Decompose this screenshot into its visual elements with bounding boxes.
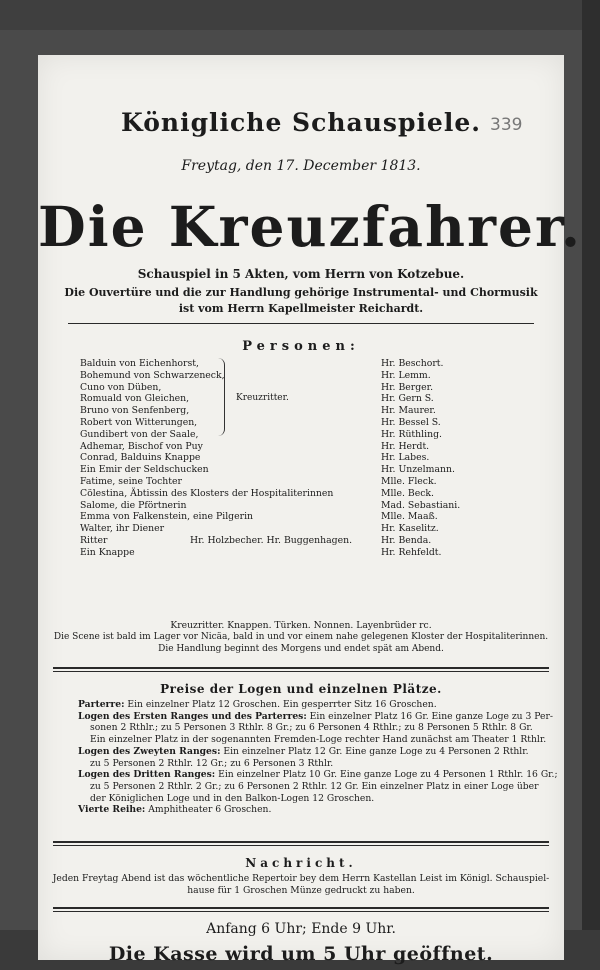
price-row (78, 758, 548, 770)
play-title: Die Kreuzfahrer. (38, 194, 583, 259)
box-office-opening: Die Kasse wird um 5 Uhr geöffnet. (108, 943, 494, 965)
cast-row (80, 452, 532, 464)
price-text: Ein einzelner Platz in der sogenannten Fremden-Loge rechter Hand zunächst am Theater 1 Rthlr. (90, 734, 547, 746)
price-category: Vierte Reihe: (78, 804, 146, 816)
scan-border-right (582, 0, 600, 970)
price-row (78, 781, 548, 793)
cast-row (80, 523, 532, 535)
role-name: Walter, ihr Diener (80, 523, 165, 535)
actor-name: Hr. Rehfeldt. (381, 546, 442, 558)
actor-name: Mlle. Fleck. (381, 475, 437, 487)
role-name: Gundibert von der Saale, (80, 428, 199, 440)
cast-row (80, 500, 532, 512)
price-category: Logen des Ersten Ranges und des Parterres: (78, 710, 307, 722)
divider (53, 667, 549, 669)
divider (53, 845, 549, 846)
price-text: zu 5 Personen 2 Rthlr. 12 Gr.; zu 6 Personen 3 Rthlr. (90, 757, 334, 769)
divider (53, 907, 549, 909)
price-text: Ein einzelner Platz 16 Gr. Eine ganze Loge zu 3 Per- (306, 710, 553, 722)
price-category: Logen des Dritten Ranges: (78, 769, 216, 781)
cast-row (80, 429, 532, 441)
cast-row (80, 476, 532, 488)
prices-list (78, 699, 558, 816)
show-times: Anfang 6 Uhr; Ende 9 Uhr. (206, 921, 396, 937)
role-name: Bruno von Senfenberg, (80, 405, 190, 417)
theatre-name: Königliche Schauspiele. (121, 108, 481, 137)
cast-row (80, 382, 532, 394)
actor-name: Hr. Kaselitz. (381, 523, 439, 535)
actor-name: Mlle. Beck. (381, 487, 435, 499)
cast-row (80, 358, 532, 370)
role-name: Salome, die Pförtnerin (80, 499, 187, 511)
cast-row (80, 488, 532, 500)
price-text: zu 5 Personen 2 Rthlr. 2 Gr.; zu 6 Personen 2 Rthlr. 12 Gr. Ein einzelner Platz in einer Loge über (90, 780, 539, 792)
price-text: der Königlichen Loge und in den Balkon-Logen 12 Groschen. (90, 792, 375, 804)
cast-row (80, 370, 532, 382)
scene-note-2: Die Handlung beginnt des Morgens und endet spät am Abend. (158, 644, 444, 654)
actor-name: Hr. Unzelmann. (381, 464, 455, 476)
scene-note-1: Die Scene ist bald im Lager vor Nicäa, bald in und vor einem nahe gelegenen Kloster der Hospitaliterinnen. (53, 632, 549, 642)
price-row (78, 699, 548, 711)
actor-name: Hr. Labes. (381, 452, 430, 464)
extras-line: Kreuzritter. Knappen. Türken. Nonnen. Layenbrüder rc. (170, 620, 432, 631)
cast-row (80, 417, 532, 429)
role-name: Romuald von Gleichen, (80, 393, 190, 405)
role-name: Emma von Falkenstein, eine Pilgerin (80, 511, 254, 523)
role-name: Bohemund von Schwarzeneck, (80, 369, 225, 381)
cast-row (80, 464, 532, 476)
cast-row (80, 511, 532, 523)
price-row (78, 746, 548, 758)
cast-row (80, 547, 532, 559)
price-row (78, 793, 548, 805)
extra-actors: Hr. Holzbecher. Hr. Buggenhagen. (190, 534, 353, 546)
price-text: Amphitheater 6 Groschen. (145, 804, 272, 816)
role-name: Adhemar, Bischof von Puy (80, 440, 203, 452)
price-row (78, 734, 548, 746)
actor-name: Hr. Berger. (381, 381, 434, 393)
price-row (78, 722, 548, 734)
price-category: Logen des Zweyten Ranges: (78, 745, 221, 757)
cast-list (80, 358, 532, 559)
kreuzritter-label: Kreuzritter. (236, 393, 289, 403)
actor-name: Hr. Beschort. (381, 358, 444, 369)
notice-line-2: hause für 1 Groschen Münze gedruckt zu haben. (187, 885, 415, 896)
playbill-sheet (38, 55, 583, 965)
performance-date: Freytag, den 17. December 1813. (181, 158, 421, 174)
cast-row (80, 405, 532, 417)
price-text: Ein einzelner Platz 12 Gr. Eine ganze Loge zu 4 Personen 2 Rthlr. (220, 745, 529, 757)
divider (53, 841, 549, 843)
role-name: Robert von Witterungen, (80, 416, 198, 428)
price-row (78, 769, 558, 781)
actor-name: Hr. Herdt. (381, 440, 430, 452)
divider (68, 323, 534, 324)
catalog-number: 339 (490, 115, 523, 135)
price-text: Ein einzelner Platz 10 Gr. Eine ganze Loge zu 4 Personen 1 Rthlr. 16 Gr.; (215, 769, 558, 781)
price-row (78, 710, 553, 723)
actor-name: Hr. Gern S. (381, 393, 434, 405)
actor-name: Hr. Benda. (381, 534, 432, 546)
role-name: Conrad, Balduins Knappe (80, 452, 201, 464)
notice-line-1: Jeden Freytag Abend ist das wöchentliche Repertoir bey dem Herrn Kastellan Leist im Königl. Schauspiel- (52, 873, 550, 884)
price-text: Ein einzelner Platz 12 Groschen. Ein gesperrter Sitz 16 Groschen. (124, 699, 437, 710)
cast-row (80, 393, 532, 405)
prices-heading: Preise der Logen und einzelnen Plätze. (160, 682, 442, 696)
actor-name: Mad. Sebastiani. (381, 499, 461, 511)
divider (53, 911, 549, 912)
price-row (78, 804, 548, 816)
cast-heading: Personen: (242, 339, 360, 354)
music-credit-line-1: Die Ouvertüre und die zur Handlung gehörige Instrumental- und Chormusik (64, 286, 538, 299)
actor-name: Mlle. Maaß. (381, 511, 438, 523)
price-text: sonen 2 Rthlr.; zu 5 Personen 3 Rthlr. 8 Gr.; zu 6 Personen 4 Rthlr.; zu 8 Personen 5 Rthlr. 8 Gr. (90, 722, 533, 734)
actor-name: Hr. Bessel S. (381, 416, 441, 428)
actor-name: Hr. Maurer. (381, 405, 436, 417)
role-name: Ein Emir der Seldschucken (80, 464, 209, 476)
actor-name: Hr. Rüthling. (381, 428, 442, 440)
price-category: Parterre: (78, 699, 125, 710)
role-name: Ein Knappe (80, 546, 135, 558)
divider (53, 671, 549, 672)
play-subtitle: Schauspiel in 5 Akten, vom Herrn von Kotzebue. (137, 267, 465, 281)
role-name: Balduin von Eichenhorst, (80, 358, 199, 369)
notice-heading: Nachricht. (245, 856, 357, 870)
role-name: Cuno von Düben, (80, 381, 162, 393)
music-credit-line-2: ist vom Herrn Kapellmeister Reichardt. (178, 302, 424, 315)
cast-row (80, 441, 532, 453)
cast-row (80, 535, 532, 547)
actor-name: Hr. Lemm. (381, 369, 431, 381)
scan-border-top (0, 0, 600, 30)
role-name: Cölestina, Äbtissin des Klosters der Hospitaliterinnen (80, 487, 334, 499)
role-name: Fatime, seine Tochter (80, 475, 182, 487)
role-name: Ritter (80, 534, 108, 546)
